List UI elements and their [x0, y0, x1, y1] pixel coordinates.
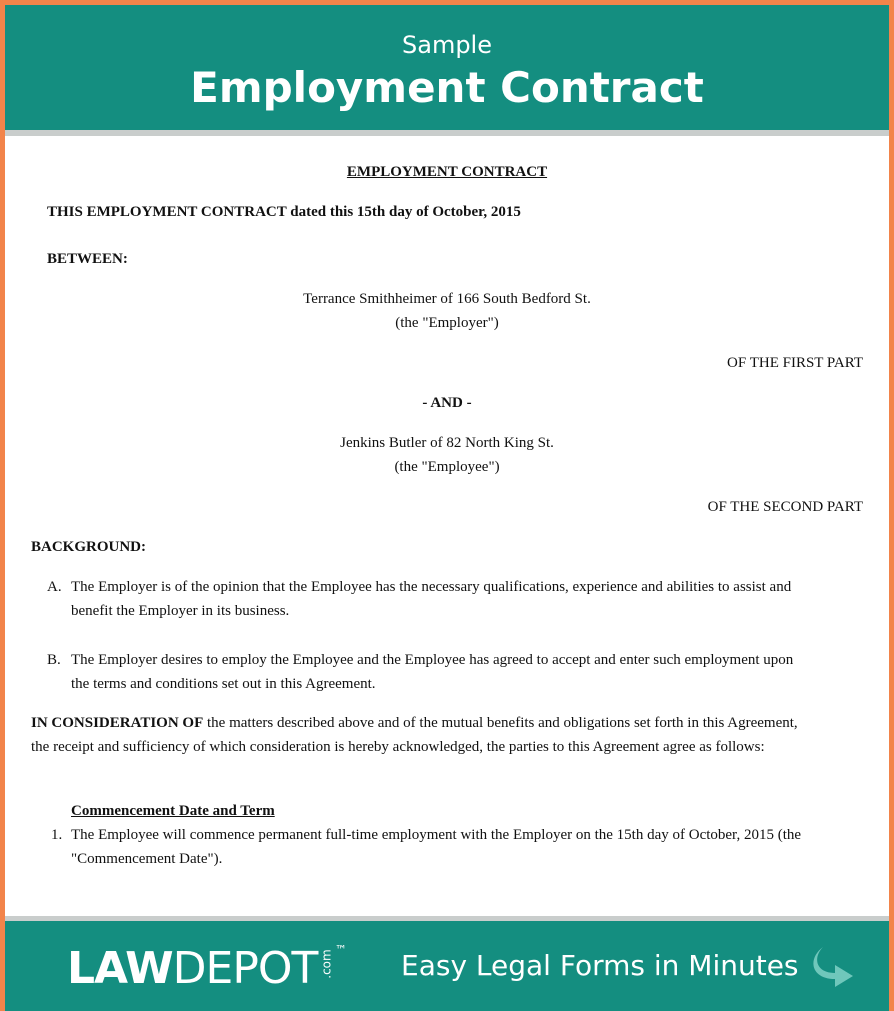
logo-com-text: .com — [319, 949, 334, 979]
contract-document — [5, 136, 889, 916]
list-item-text: the terms and conditions set out in this Agreement. — [71, 676, 376, 692]
list-item-marker: 1. — [51, 827, 63, 843]
list-item-text: The Employer desires to employ the Employee and the Employee has agreed to accept and enter such employment upon — [71, 652, 794, 668]
footer-banner — [5, 916, 889, 1011]
list-item-marker: A. — [47, 579, 62, 595]
consideration-bold: IN CONSIDERATION OF — [31, 715, 204, 731]
banner-subtitle: Sample — [402, 31, 492, 59]
logo-depot-text: DEPOT — [172, 943, 318, 994]
list-item-marker: B. — [47, 652, 61, 668]
banner-title: Employment Contract — [190, 63, 704, 112]
employer-line: Terrance Smithheimer of 166 South Bedford St. — [303, 291, 591, 307]
list-item-text: "Commencement Date"). — [71, 851, 223, 867]
list-item-text: The Employee will commence permanent full-time employment with the Employer on the 15th day of October, 2015 (the — [71, 827, 802, 843]
list-item-text: The Employer is of the opinion that the Employee has the necessary qualifications, experience and abilities to assist and — [71, 579, 792, 595]
background-label: BACKGROUND: — [31, 539, 146, 555]
and-label: - AND - — [422, 395, 472, 411]
consideration-line — [31, 711, 798, 735]
footer-tagline: Easy Legal Forms in Minutes — [401, 949, 799, 982]
curved-arrow-icon — [809, 943, 857, 987]
consideration-text: the matters described above and of the mutual benefits and obligations set forth in this Agreement, — [203, 715, 798, 731]
banner — [5, 5, 889, 136]
dated-line: THIS EMPLOYMENT CONTRACT dated this 15th day of October, 2015 — [47, 204, 521, 220]
between-label: BETWEEN: — [47, 251, 128, 267]
employee-alias: (the "Employee") — [394, 459, 500, 475]
first-part-label: OF THE FIRST PART — [727, 355, 863, 371]
lawdepot-logo — [67, 943, 347, 994]
employer-alias: (the "Employer") — [395, 315, 499, 331]
list-item-text: benefit the Employer in its business. — [71, 603, 290, 619]
logo-tm-text: ™ — [335, 943, 347, 957]
second-part-label: OF THE SECOND PART — [707, 499, 863, 515]
page-frame — [5, 5, 889, 1006]
employee-line: Jenkins Butler of 82 North King St. — [340, 435, 554, 451]
logo-law-text: LAW — [67, 943, 173, 994]
consideration-line: the receipt and sufficiency of which consideration is hereby acknowledged, the parties to this Agreement agree as follows: — [31, 739, 765, 755]
section-heading: Commencement Date and Term — [71, 803, 275, 819]
document-heading: EMPLOYMENT CONTRACT — [346, 164, 548, 180]
